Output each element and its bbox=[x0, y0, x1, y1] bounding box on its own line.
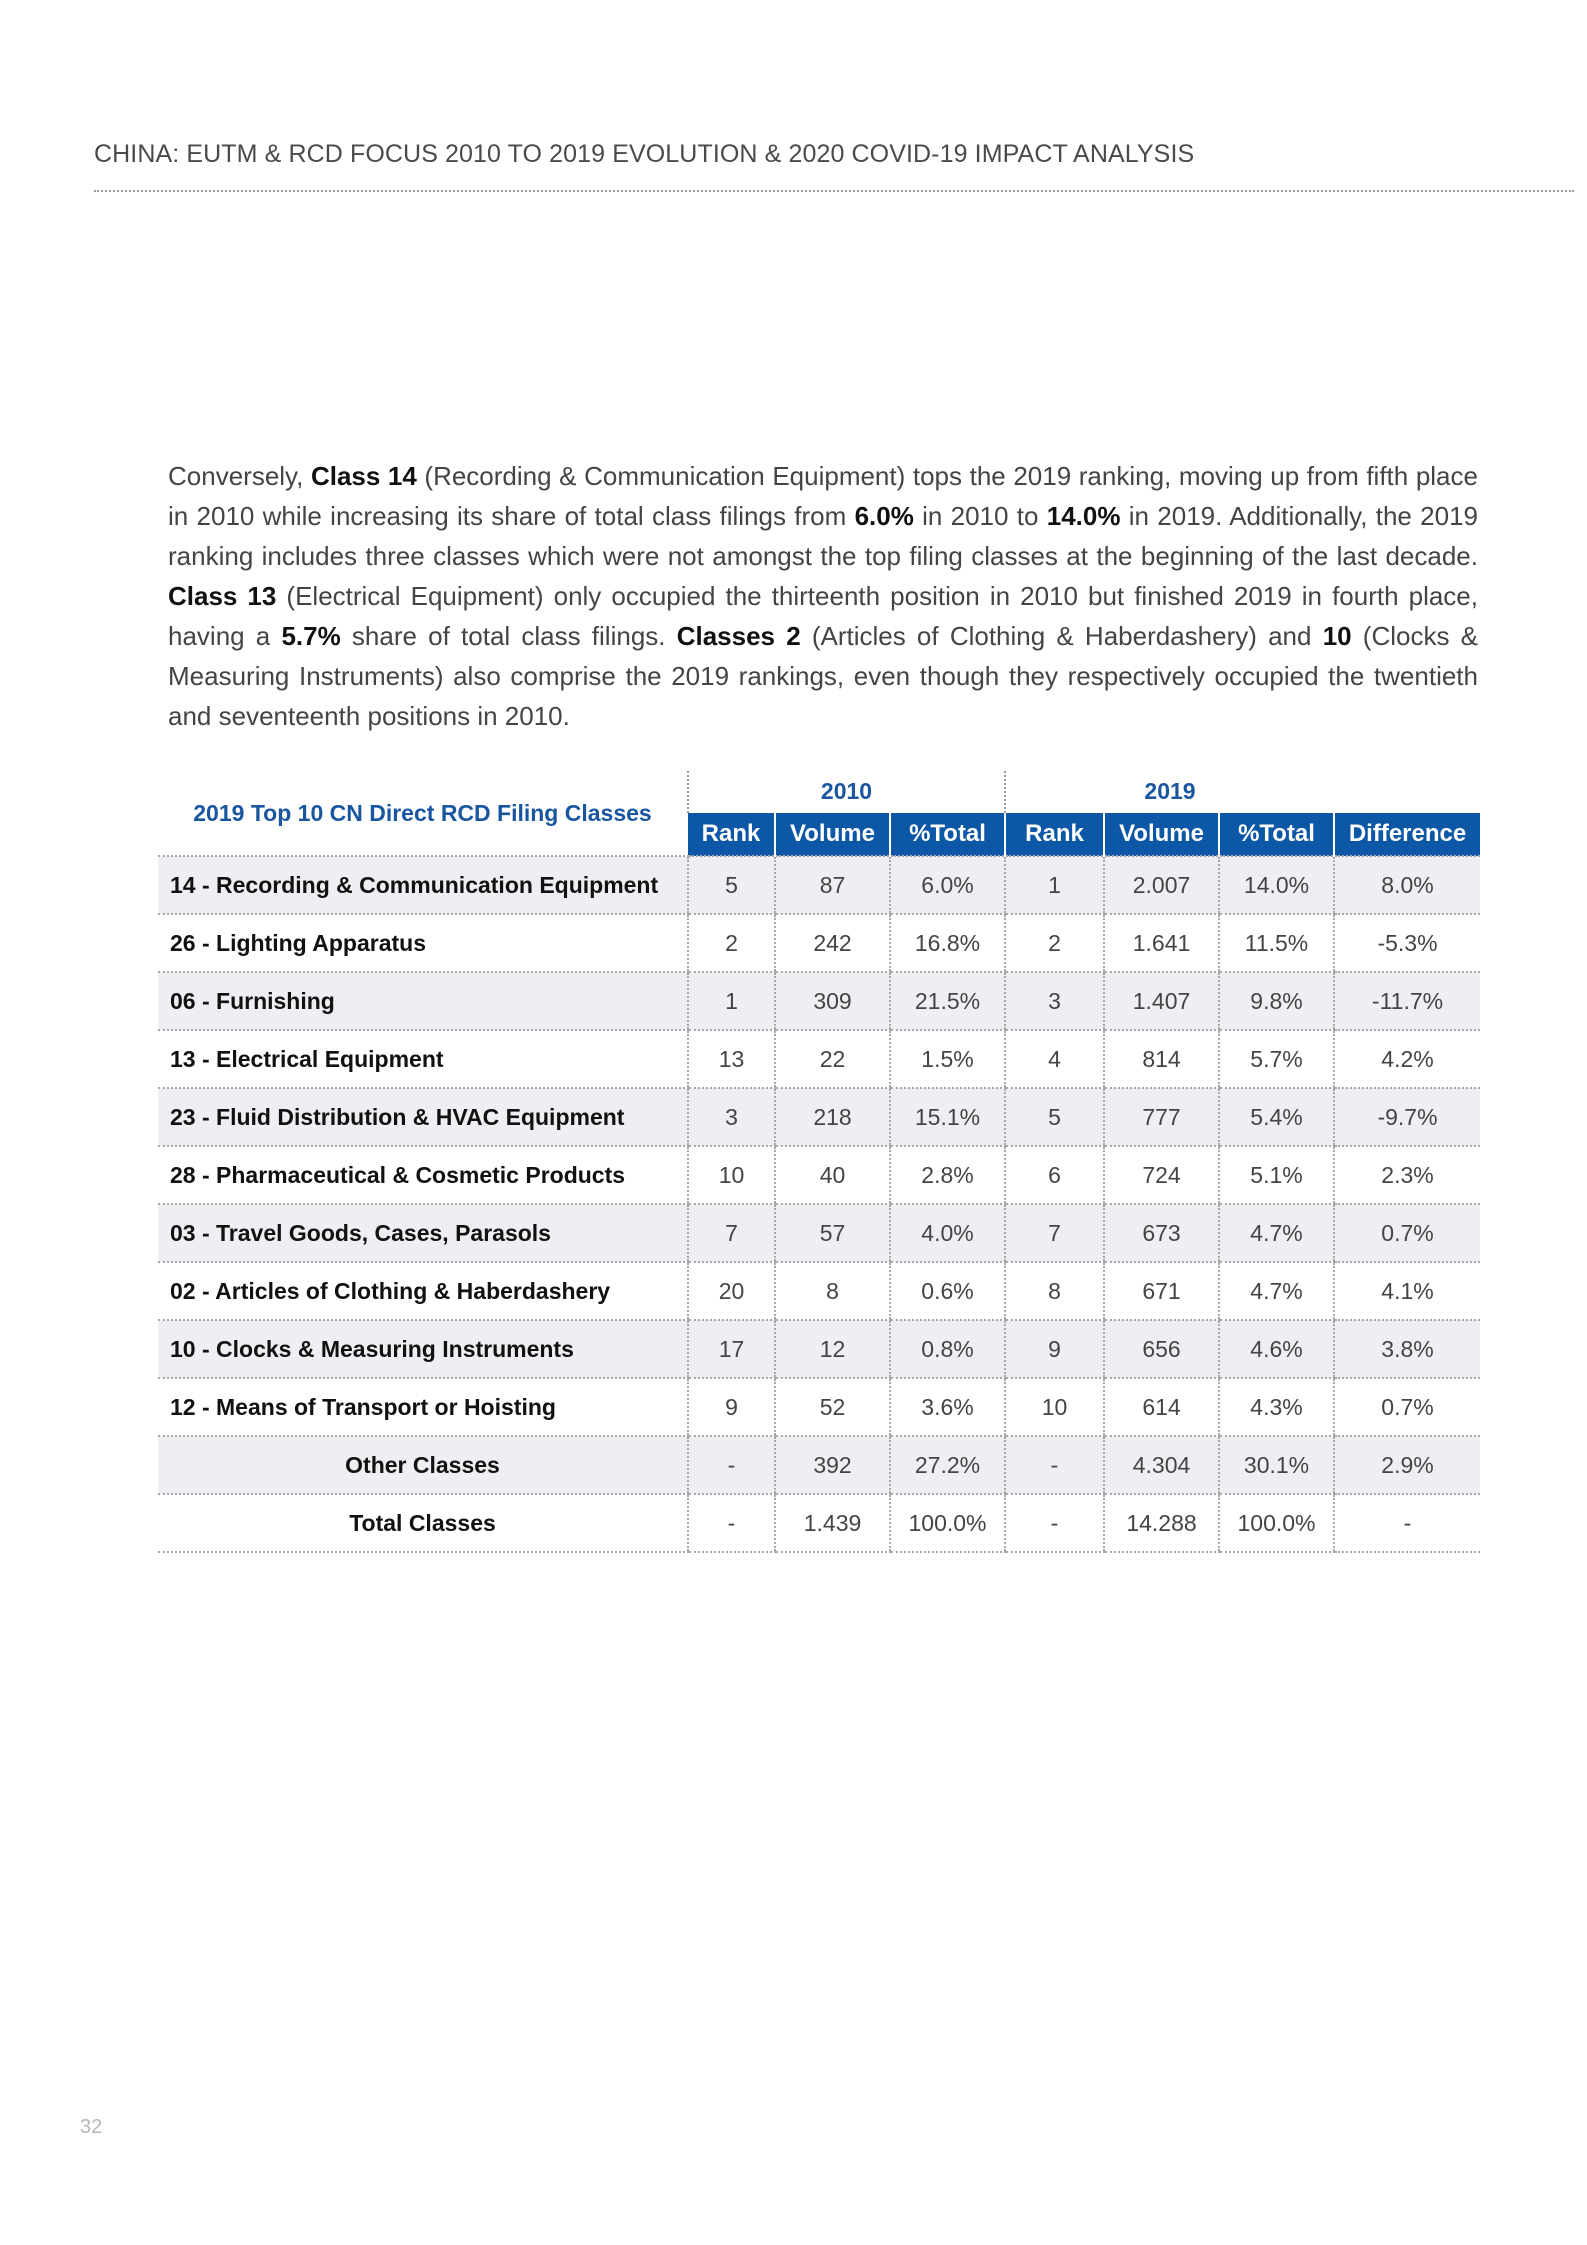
table-cell: 392 bbox=[775, 1436, 890, 1494]
paragraph-text-run: (Clocks & Measuring Instruments) also comprise the 2019 rankings, even though they respectively occupied the twentieth and seventeenth positions in 2010. bbox=[168, 621, 1479, 731]
table-cell: 8 bbox=[775, 1262, 890, 1320]
table-cell: 4.304 bbox=[1104, 1436, 1219, 1494]
table-cell: 9 bbox=[1005, 1320, 1104, 1378]
header-divider bbox=[94, 190, 1574, 192]
table-cell: 656 bbox=[1104, 1320, 1219, 1378]
table-cell: 2 bbox=[1005, 914, 1104, 972]
table-cell: 100.0% bbox=[890, 1494, 1005, 1552]
table-cell: - bbox=[1005, 1436, 1104, 1494]
paragraph-text-run: in 2010 to bbox=[913, 501, 1047, 531]
table-cell: 13 bbox=[688, 1030, 775, 1088]
table-cell: 30.1% bbox=[1219, 1436, 1334, 1494]
table-cell: 3.8% bbox=[1334, 1320, 1480, 1378]
table-cell: 671 bbox=[1104, 1262, 1219, 1320]
table-cell: 17 bbox=[688, 1320, 775, 1378]
table-cell: 5 bbox=[688, 856, 775, 914]
table-cell: 3.6% bbox=[890, 1378, 1005, 1436]
table-cell: 27.2% bbox=[890, 1436, 1005, 1494]
table-cell: 218 bbox=[775, 1088, 890, 1146]
table-cell: 9 bbox=[688, 1378, 775, 1436]
paragraph-bold-run: Classes 2 bbox=[676, 621, 801, 651]
paragraph-text-run: (Articles of Clothing & Haberdashery) and bbox=[800, 621, 1323, 651]
table-row bbox=[158, 1494, 1480, 1552]
table-cell: 242 bbox=[775, 914, 890, 972]
table-cell: 4.7% bbox=[1219, 1204, 1334, 1262]
row-class-name: 03 - Travel Goods, Cases, Parasols bbox=[158, 1204, 688, 1262]
page-number: 32 bbox=[80, 2116, 103, 2138]
table-cell: 1 bbox=[1005, 856, 1104, 914]
table-cell: 0.7% bbox=[1334, 1378, 1480, 1436]
table-cell: 4.2% bbox=[1334, 1030, 1480, 1088]
table-cell: 2 bbox=[688, 914, 775, 972]
table-cell: 4.1% bbox=[1334, 1262, 1480, 1320]
table-cell: 4.3% bbox=[1219, 1378, 1334, 1436]
paragraph-bold-run: 14.0% bbox=[1046, 501, 1121, 531]
table-row bbox=[158, 1030, 1480, 1088]
table-cell: 673 bbox=[1104, 1204, 1219, 1262]
table-cell: 57 bbox=[775, 1204, 890, 1262]
paragraph-text-run: in 2019. Additionally, the 2019 ranking includes three classes which were not amongst the top filing classes at the beginning of the last decade. bbox=[168, 501, 1479, 571]
table-cell: 0.6% bbox=[890, 1262, 1005, 1320]
table-cell: 100.0% bbox=[1219, 1494, 1334, 1552]
col-header-difference: Difference bbox=[1334, 813, 1480, 856]
year-header-2010: 2010 bbox=[688, 771, 1005, 813]
table-cell: 10 bbox=[688, 1146, 775, 1204]
table-cell: 9.8% bbox=[1219, 972, 1334, 1030]
table-cell: 8 bbox=[1005, 1262, 1104, 1320]
paragraph-bold-run: Class 13 bbox=[168, 581, 277, 611]
table-cell: 724 bbox=[1104, 1146, 1219, 1204]
table-cell: 87 bbox=[775, 856, 890, 914]
table-cell: 5.4% bbox=[1219, 1088, 1334, 1146]
table-cell: 21.5% bbox=[890, 972, 1005, 1030]
table-cell: 4.0% bbox=[890, 1204, 1005, 1262]
table-cell: 1.641 bbox=[1104, 914, 1219, 972]
table-cell: 2.9% bbox=[1334, 1436, 1480, 1494]
table-cell: 3 bbox=[688, 1088, 775, 1146]
table-cell: 22 bbox=[775, 1030, 890, 1088]
table-row bbox=[158, 856, 1480, 914]
table-cell: 0.7% bbox=[1334, 1204, 1480, 1262]
paragraph-text-run: share of total class filings. bbox=[340, 621, 677, 651]
col-header-volume-2010: Volume bbox=[775, 813, 890, 856]
table-cell: 614 bbox=[1104, 1378, 1219, 1436]
table-cell: 5 bbox=[1005, 1088, 1104, 1146]
col-header-rank-2019: Rank bbox=[1005, 813, 1104, 856]
table-cell: 20 bbox=[688, 1262, 775, 1320]
table-cell: - bbox=[688, 1494, 775, 1552]
row-class-name: 02 - Articles of Clothing & Haberdashery bbox=[158, 1262, 688, 1320]
row-class-name: Total Classes bbox=[158, 1494, 688, 1552]
table-title: 2019 Top 10 CN Direct RCD Filing Classes bbox=[193, 799, 652, 826]
table-cell: 309 bbox=[775, 972, 890, 1030]
table-cell: 3 bbox=[1005, 972, 1104, 1030]
table-row bbox=[158, 1320, 1480, 1378]
row-class-name: 14 - Recording & Communication Equipment bbox=[158, 856, 688, 914]
table-cell: - bbox=[1334, 1494, 1480, 1552]
table-row bbox=[158, 1146, 1480, 1204]
paragraph-text-run: (Recording & Communication Equipment) tops the 2019 ranking, moving up from fifth place in 2010 while increasing its share of total class filings from bbox=[168, 461, 1478, 531]
table-cell: -9.7% bbox=[1334, 1088, 1480, 1146]
table-cell: 11.5% bbox=[1219, 914, 1334, 972]
table-cell: 1.5% bbox=[890, 1030, 1005, 1088]
paragraph-bold-run: 10 bbox=[1322, 621, 1352, 651]
table-cell: 1.439 bbox=[775, 1494, 890, 1552]
row-class-name: 12 - Means of Transport or Hoisting bbox=[158, 1378, 688, 1436]
table-cell: 6 bbox=[1005, 1146, 1104, 1204]
row-class-name: 28 - Pharmaceutical & Cosmetic Products bbox=[158, 1146, 688, 1204]
table-row bbox=[158, 914, 1480, 972]
table-row bbox=[158, 1262, 1480, 1320]
table-cell: - bbox=[1005, 1494, 1104, 1552]
table-cell: 52 bbox=[775, 1378, 890, 1436]
table-cell: 2.3% bbox=[1334, 1146, 1480, 1204]
year-header-2019: 2019 bbox=[1005, 771, 1334, 813]
page-header-title: CHINA: EUTM & RCD FOCUS 2010 TO 2019 EVOLUTION & 2020 COVID-19 IMPACT ANALYSIS bbox=[94, 140, 1195, 168]
table-cell: 8.0% bbox=[1334, 856, 1480, 914]
table-cell: 7 bbox=[688, 1204, 775, 1262]
table-row bbox=[158, 1378, 1480, 1436]
table-body bbox=[158, 856, 1480, 1552]
table-cell: 5.7% bbox=[1219, 1030, 1334, 1088]
table-cell: 4.7% bbox=[1219, 1262, 1334, 1320]
table-cell: -5.3% bbox=[1334, 914, 1480, 972]
paragraph-bold-run: 5.7% bbox=[281, 621, 341, 651]
table-row bbox=[158, 972, 1480, 1030]
table-cell: 4.6% bbox=[1219, 1320, 1334, 1378]
row-class-name: 13 - Electrical Equipment bbox=[158, 1030, 688, 1088]
table-cell: 5.1% bbox=[1219, 1146, 1334, 1204]
table-cell: 814 bbox=[1104, 1030, 1219, 1088]
table-cell: 10 bbox=[1005, 1378, 1104, 1436]
table-cell: 16.8% bbox=[890, 914, 1005, 972]
table-cell: 2.007 bbox=[1104, 856, 1219, 914]
paragraph-bold-run: 6.0% bbox=[854, 501, 914, 531]
col-header-volume-2019: Volume bbox=[1104, 813, 1219, 856]
table-cell: 14.288 bbox=[1104, 1494, 1219, 1552]
row-class-name: Other Classes bbox=[158, 1436, 688, 1494]
table-cell: 12 bbox=[775, 1320, 890, 1378]
table-cell: 40 bbox=[775, 1146, 890, 1204]
table-cell: -11.7% bbox=[1334, 972, 1480, 1030]
col-header-total-2019: %Total bbox=[1219, 813, 1334, 856]
row-class-name: 06 - Furnishing bbox=[158, 972, 688, 1030]
table-cell: 0.8% bbox=[890, 1320, 1005, 1378]
table-cell: 2.8% bbox=[890, 1146, 1005, 1204]
table-cell: 777 bbox=[1104, 1088, 1219, 1146]
table-row bbox=[158, 1088, 1480, 1146]
paragraph-text-run: (Electrical Equipment) only occupied the thirteenth position in 2010 but finished 2019 in fourth place, having a bbox=[168, 581, 1478, 651]
col-header-rank-2010: Rank bbox=[688, 813, 775, 856]
table-cell: 15.1% bbox=[890, 1088, 1005, 1146]
table-cell: - bbox=[688, 1436, 775, 1494]
table-cell: 14.0% bbox=[1219, 856, 1334, 914]
table-cell: 1.407 bbox=[1104, 972, 1219, 1030]
table-row bbox=[158, 1204, 1480, 1262]
row-class-name: 10 - Clocks & Measuring Instruments bbox=[158, 1320, 688, 1378]
body-paragraph bbox=[168, 456, 1478, 736]
table-cell: 1 bbox=[688, 972, 775, 1030]
filing-classes-table bbox=[158, 771, 1480, 1553]
paragraph-bold-run: Class 14 bbox=[310, 461, 417, 491]
table-cell: 7 bbox=[1005, 1204, 1104, 1262]
row-class-name: 23 - Fluid Distribution & HVAC Equipment bbox=[158, 1088, 688, 1146]
table-row bbox=[158, 1436, 1480, 1494]
row-class-name: 26 - Lighting Apparatus bbox=[158, 914, 688, 972]
col-header-total-2010: %Total bbox=[890, 813, 1005, 856]
table-cell: 6.0% bbox=[890, 856, 1005, 914]
year-header-spacer bbox=[1334, 771, 1480, 813]
paragraph-text-run: Conversely, bbox=[168, 461, 311, 491]
table-cell: 4 bbox=[1005, 1030, 1104, 1088]
